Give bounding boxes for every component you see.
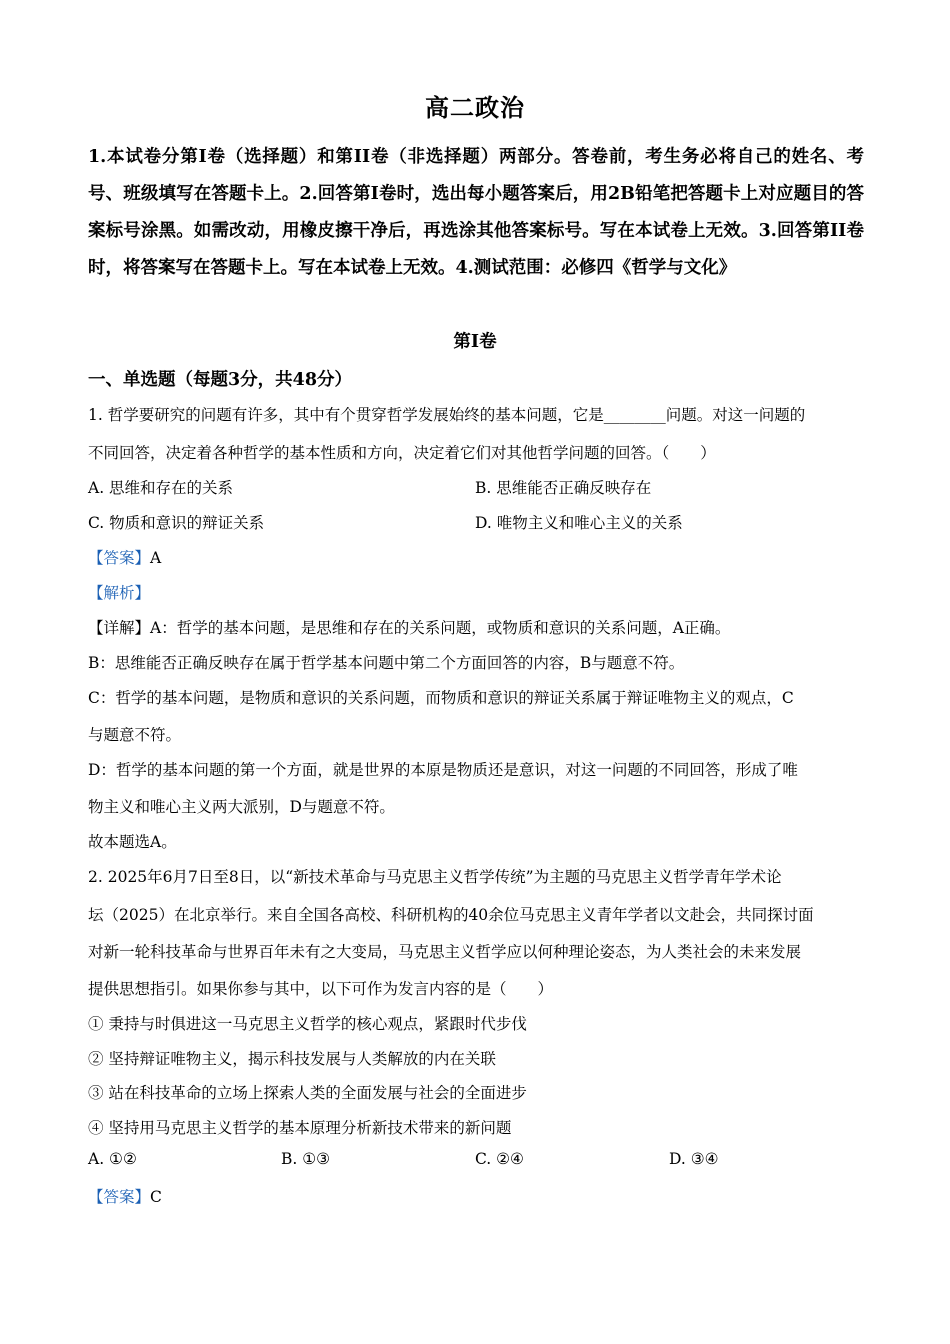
part-heading: 第I卷 bbox=[453, 332, 497, 352]
section-heading: 一、单选题（每题3分，共48分） bbox=[88, 370, 353, 390]
detail-tag: 【详解】 bbox=[88, 619, 151, 637]
answer-tag: 【答案】 bbox=[88, 1188, 151, 1206]
q1-detail-line bbox=[88, 616, 864, 638]
q1-explain-d-2: 物主义和唯心主义两大派别，D与题意不符。 bbox=[88, 798, 395, 816]
q1-stem-line-1: 1. 哲学要研究的问题有许多，其中有个贯穿哲学发展始终的基本问题，它是________问题。对这一问题的 bbox=[88, 406, 806, 424]
q1-option-d: D. 唯物主义和唯心主义的关系 bbox=[475, 514, 683, 532]
q2-option-a: A. ①② bbox=[88, 1150, 137, 1168]
q1-answer-line bbox=[88, 546, 864, 568]
answer-tag: 【答案】 bbox=[88, 549, 151, 567]
q2-stem-line-4: 提供思想指引。如果你参与其中，以下可作为发言内容的是（ ） bbox=[88, 980, 554, 998]
q1-answer-value: A bbox=[150, 549, 162, 567]
q2-option-b: B. ①③ bbox=[281, 1150, 331, 1168]
q2-option-c: C. ②④ bbox=[475, 1150, 524, 1168]
exam-instructions: 1.本试卷分第I卷（选择题）和第II卷（非选择题）两部分。答卷前，考生务必将自己的姓名、考号、班级填写在答题卡上。2.回答第I卷时，选出每小题答案后，用2B铅笔把答题卡上对应题目的答案标号涂黑。如需改动，用橡皮擦干净后，再选涂其他答案标号。写在本试卷上无效。3.回答第II卷时，将答案写在答题卡上。写在本试卷上无效。4.测试范围：必修四《哲学与文化》 bbox=[88, 147, 864, 278]
q1-option-a: A. 思维和存在的关系 bbox=[88, 479, 234, 497]
q2-item-3: ③ 站在科技革命的立场上探索人类的全面发展与社会的全面进步 bbox=[88, 1084, 527, 1102]
q1-option-b: B. 思维能否正确反映存在 bbox=[475, 479, 652, 497]
q1-explain-c-2: 与题意不符。 bbox=[88, 726, 182, 744]
q2-answer-value: C bbox=[150, 1188, 162, 1206]
q1-stem-line-2: 不同回答，决定着各种哲学的基本性质和方向，决定着它们对其他哲学问题的回答。（ ） bbox=[88, 444, 716, 462]
q1-option-c: C. 物质和意识的辩证关系 bbox=[88, 514, 265, 532]
q2-item-1: ① 秉持与时俱进这一马克思主义哲学的核心观点，紧跟时代步伐 bbox=[88, 1015, 527, 1033]
q2-option-d: D. ③④ bbox=[669, 1150, 719, 1168]
q2-answer-line bbox=[88, 1185, 864, 1207]
q2-stem-line-3: 对新一轮科技革命与世界百年未有之大变局，马克思主义哲学应以何种理论姿态，为人类社会的未来发展 bbox=[88, 943, 802, 961]
q2-item-4: ④ 坚持用马克思主义哲学的基本原理分析新技术带来的新问题 bbox=[88, 1119, 512, 1137]
q1-explain-d-1: D：哲学的基本问题的第一个方面，就是世界的本原是物质还是意识，对这一问题的不同回答，形成了唯 bbox=[88, 761, 798, 779]
q1-analysis-line bbox=[88, 581, 864, 603]
q1-explain-c-1: C：哲学的基本问题，是物质和意识的关系问题，而物质和意识的辩证关系属于辩证唯物主义的观点，C bbox=[88, 689, 794, 707]
page-title: 高二政治 bbox=[425, 93, 525, 122]
q2-stem-line-2: 坛（2025）在北京举行。来自全国各高校、科研机构的40余位马克思主义青年学者以文赴会，共同探讨面 bbox=[88, 906, 814, 924]
analysis-tag: 【解析】 bbox=[88, 584, 151, 602]
q2-item-2: ② 坚持辩证唯物主义，揭示科技发展与人类解放的内在关联 bbox=[88, 1050, 496, 1068]
q2-stem-line-1: 2. 2025年6月7日至8日，以“新技术革命与马克思主义哲学传统”为主题的马克思主义哲学青年学术论 bbox=[88, 868, 782, 886]
q1-conclusion: 故本题选A。 bbox=[88, 833, 177, 851]
q1-explain-b: B：思维能否正确反映存在属于哲学基本问题中第二个方面回答的内容，B与题意不符。 bbox=[88, 654, 685, 672]
q1-detail-text: A：哲学的基本问题，是思维和存在的关系问题，或物质和意识的关系问题，A正确。 bbox=[150, 619, 731, 637]
